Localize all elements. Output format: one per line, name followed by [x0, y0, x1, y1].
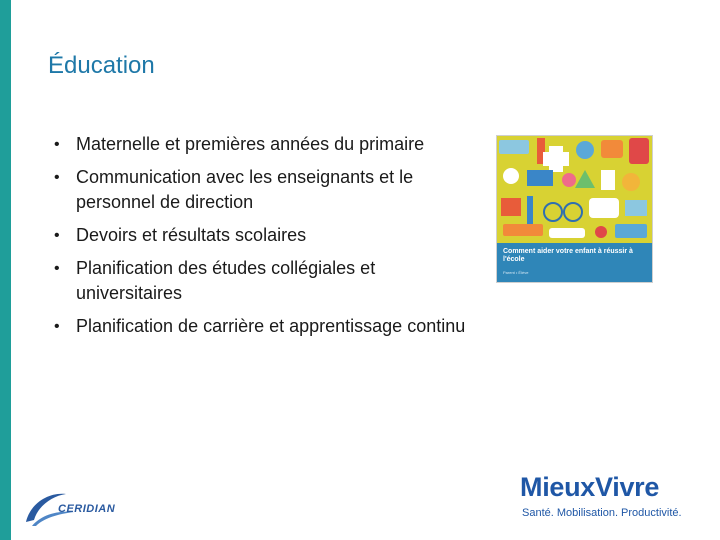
- school-supplies-illustration: [497, 136, 652, 243]
- list-item-text: Maternelle et premières années du primaire: [76, 134, 425, 154]
- list-item-text: Planification de carrière et apprentissage continu: [76, 316, 466, 336]
- bullet-icon: •: [54, 260, 60, 277]
- bullet-list: [52, 132, 482, 347]
- bullet-icon: •: [54, 169, 60, 186]
- list-item: [52, 165, 482, 215]
- ceridian-logo: [22, 486, 132, 528]
- mieuxvivre-tagline: Santé. Mobilisation. Productivité.: [522, 507, 682, 519]
- accent-bar: [0, 0, 11, 540]
- bullet-icon: •: [54, 136, 60, 153]
- slide-title: Éducation: [48, 52, 155, 79]
- list-item-text: Planification des études collégiales et universitaires: [76, 258, 376, 303]
- bullet-icon: •: [54, 318, 60, 335]
- ceridian-wordmark: CERIDIAN: [58, 503, 116, 515]
- bullet-icon: •: [54, 227, 60, 244]
- list-item-text: Devoirs et résultats scolaires: [76, 225, 307, 245]
- list-item-text: Communication avec les enseignants et le personnel de direction: [76, 167, 414, 212]
- book-cover-image: [497, 136, 652, 282]
- book-title: Comment aider votre enfant à réussir à l'école: [503, 248, 633, 263]
- mieuxvivre-logo: MieuxVivre: [520, 472, 660, 502]
- list-item: [52, 223, 482, 248]
- list-item: [52, 314, 482, 339]
- list-item: [52, 256, 482, 306]
- book-subtitle: Parent • Élève: [503, 270, 529, 275]
- book-title-band: [497, 243, 652, 282]
- list-item: [52, 132, 482, 157]
